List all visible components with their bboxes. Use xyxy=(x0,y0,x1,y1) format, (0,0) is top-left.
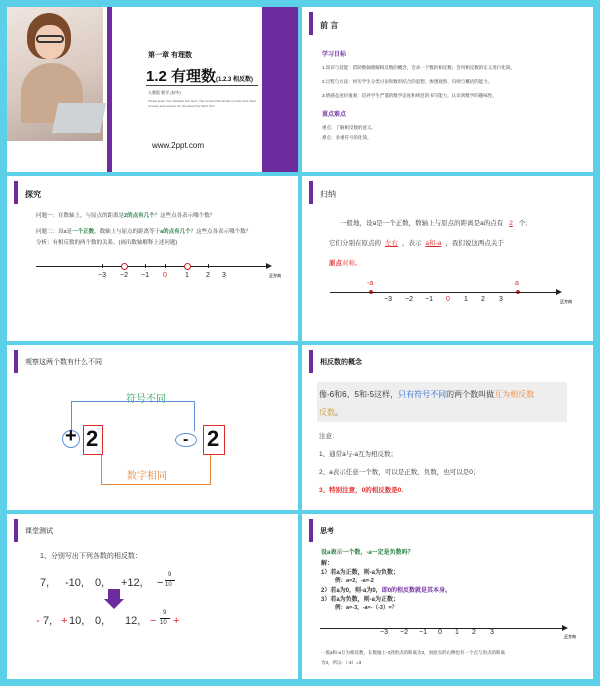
row2-frac-num: 9 xyxy=(163,610,167,616)
title-bar xyxy=(309,350,313,373)
tick-label: 1 xyxy=(185,272,189,279)
row1-frac-num: 9 xyxy=(168,572,172,578)
tick-label: −1 xyxy=(425,296,433,303)
q1-part-c: ？这些点各表示哪个数？ xyxy=(154,213,216,219)
line2-text-a: 它们分别在原点的 xyxy=(329,240,381,247)
footnote-1: 一般a和-a互为相反数，在数轴上-3到原点的距离为3，而原点的右侧也有一个点与原点的距离 xyxy=(321,650,506,655)
slide-preface[interactable] xyxy=(302,7,593,172)
website-label: www.2ppt.com xyxy=(152,141,205,150)
question-2 xyxy=(36,227,251,235)
line2-text-b: ，表示 xyxy=(402,240,422,247)
slide-title: 观察这两个数有什么不同 xyxy=(25,359,102,366)
title-bar xyxy=(309,519,313,542)
tick-label: 0 xyxy=(163,272,167,279)
down-arrow-head-icon xyxy=(104,599,124,609)
direction-label: 正方向 xyxy=(269,273,281,278)
line2-text-c: ，我们说这两点关于 xyxy=(445,240,504,247)
cover-subtitle: (1.2.3 相反数) xyxy=(216,77,254,83)
definition-box xyxy=(317,382,567,422)
tick-label: 2 xyxy=(481,296,485,303)
cover-desc-2: Concise and Concise Do Not Need Too Much Text xyxy=(148,104,215,108)
note-2: 2、a表示任意一个数，可以是正数、负数，也可以是0； xyxy=(319,469,480,476)
tick-mark xyxy=(145,264,146,268)
cover-desc-1: Please Enter Your Detailed Text Here, The Content Should Be Concise And Clear xyxy=(148,99,256,103)
def-d: 互为相反数 xyxy=(494,390,535,399)
goal-3: 3.情感态度价值观：培养学生严谨的数学态度和规范的书写能力，认识到数学的趣味性。 xyxy=(322,93,497,98)
summary-line-3 xyxy=(329,258,362,267)
case-1: 1）若a为正数，则-a为负数； xyxy=(321,570,400,576)
note-1: 1、通常a与-a互为相反数； xyxy=(319,451,398,458)
right-digit: 2 xyxy=(207,426,220,451)
laptop-icon xyxy=(52,103,106,133)
q2-part-b: 一个正数 xyxy=(72,229,95,235)
number-line-arrow-icon xyxy=(556,289,562,295)
line1-end: 个; xyxy=(518,220,528,227)
number-line xyxy=(330,292,558,293)
slide-summary[interactable] xyxy=(302,176,593,341)
goals-heading: 学习目标 xyxy=(322,52,347,58)
title-bar xyxy=(14,350,18,373)
case-1-example: 例：a=2，-a=-2 xyxy=(335,578,374,584)
plus-sign: + xyxy=(65,425,77,447)
think-question: 设a表示一个数，-a一定是负数吗？ xyxy=(321,550,414,556)
row1-item: 7, xyxy=(40,577,50,589)
cover-right-block xyxy=(262,7,298,172)
sign-diff-label: 符号不同 xyxy=(126,394,166,405)
tick-label: −1 xyxy=(419,629,427,636)
definition-line-2: 反数。 xyxy=(319,408,343,417)
slide-title: 前 言 xyxy=(320,21,339,30)
tick-label: 0 xyxy=(446,296,450,303)
title-bar xyxy=(14,519,18,542)
summary-line-2 xyxy=(329,238,504,247)
row1-item: 0, xyxy=(95,577,105,589)
neg-a-label: -a xyxy=(367,280,374,287)
task-line: 1、分别写出下列各数的相反数： xyxy=(40,553,142,560)
case-3: 3）若a为负数，则-a为正数； xyxy=(321,597,400,603)
title-bar xyxy=(309,181,313,204)
cover-underline xyxy=(146,85,258,86)
key-heading: 重点难点 xyxy=(322,112,347,118)
q2-part-d: a的点有几个 xyxy=(160,229,191,235)
tick-label: −2 xyxy=(405,296,413,303)
slide-title: 归纳 xyxy=(320,190,336,199)
cover-title xyxy=(146,65,253,86)
key-point: 重点：了解相反数的意义。 xyxy=(322,125,376,130)
row2-item: 0, xyxy=(95,615,105,627)
minus-sign: - xyxy=(183,431,189,448)
tick-label: 1 xyxy=(455,629,459,636)
tick-label: 3 xyxy=(499,296,503,303)
row2-item: 7, xyxy=(43,615,53,627)
tick-label: 0 xyxy=(438,629,442,636)
goal-2: 2.过程与方法：经历学生分类讨论和数形结合的思想，渗透观察、归纳与概括的能力。 xyxy=(322,79,493,84)
title-bar xyxy=(309,12,313,35)
tick-mark xyxy=(208,264,209,268)
cover-photo xyxy=(7,7,103,141)
slide-observe[interactable] xyxy=(7,345,298,510)
case-2-emphasis: 即0的相反数就是其本身。 xyxy=(381,588,452,594)
tick-label: −3 xyxy=(380,629,388,636)
tick-label: −3 xyxy=(98,272,106,279)
tick-label: 3 xyxy=(490,629,494,636)
row1-frac-bar xyxy=(165,580,175,581)
note-label: 注意： xyxy=(319,433,339,440)
line1-text: 一般地，设a是一个正数，数轴上与原点的距离是a的点有 xyxy=(340,220,504,227)
note-3: 3、特别注意，0的相反数是0. xyxy=(319,487,404,494)
tick-label: −2 xyxy=(120,272,128,279)
left-digit: 2 xyxy=(86,426,99,451)
num-same-label: 数字相同 xyxy=(127,471,167,482)
summary-line-1 xyxy=(340,218,527,227)
cover-side-bar xyxy=(107,7,112,172)
tick-label: 2 xyxy=(206,272,210,279)
row1-item: -10, xyxy=(65,577,84,589)
slide-definition[interactable] xyxy=(302,345,593,510)
chapter-label: 第一章 有理数 xyxy=(148,52,192,59)
goal-1: 1.知识与技能：借助数轴理解相反数的概念，会求一个数的相反数；会用相反数的定义进行化简。 xyxy=(322,65,515,70)
point-pos2-icon xyxy=(184,263,191,270)
q1-part-b: 2的点有几个 xyxy=(124,213,155,219)
definition-line-1 xyxy=(319,389,534,400)
row2-item: 12, xyxy=(125,615,141,627)
cover-title-main: 1.2 有理数 xyxy=(146,68,217,85)
difficult-point: 难点：多重符号的化简。 xyxy=(322,135,372,140)
point-neg2-icon xyxy=(121,263,128,270)
down-arrow-icon xyxy=(108,589,120,599)
slide-title: 课堂测试 xyxy=(25,528,53,535)
edition-label: 人教版 数学 (初中) xyxy=(148,90,181,95)
row1-frac-sign: − xyxy=(157,577,164,589)
line2-fill-2: a和-a xyxy=(425,240,442,247)
row1-item: +12, xyxy=(121,577,143,589)
direction-label: 正方向 xyxy=(564,634,576,639)
row2-frac-bar xyxy=(160,618,170,619)
q2-part-e: ？这些点各表示哪个数？ xyxy=(190,229,252,235)
question-1 xyxy=(36,211,215,219)
analysis-line: 分析：有相反数的两个数的关系。(画出数轴解释上述问题) xyxy=(36,240,178,246)
tick-label: 1 xyxy=(464,296,468,303)
def-a: 像-6和6、5和-5这样， xyxy=(319,390,399,399)
slide-title: 探究 xyxy=(25,190,41,199)
tick-label: −2 xyxy=(400,629,408,636)
number-line xyxy=(36,266,268,267)
slide-title: 相反数的概念 xyxy=(320,359,362,366)
direction-label: 正方向 xyxy=(560,299,572,304)
number-line-arrow-icon xyxy=(562,625,568,631)
line3-bold: 原点 xyxy=(329,260,342,267)
number-line-arrow-icon xyxy=(266,263,272,269)
row2-frac-den: 10 xyxy=(160,620,167,626)
line2-fill-1: 左右 xyxy=(385,240,398,247)
tick-label: −1 xyxy=(141,272,149,279)
q2-part-c: ，数轴上与原点的距离等于 xyxy=(94,229,161,235)
tick-label: −3 xyxy=(384,296,392,303)
slide-test[interactable] xyxy=(7,514,298,679)
row2-frac-plus: + xyxy=(173,615,180,627)
def-c: 的两个数叫做 xyxy=(446,390,495,399)
pos-a-label: a xyxy=(515,280,519,287)
tick-label: 2 xyxy=(472,629,476,636)
tick-mark xyxy=(165,264,166,268)
case-2-text: 2）若a为0，则-a为0， xyxy=(321,588,382,594)
footnote-2: 为3，所以-（-3）=3 xyxy=(321,660,362,665)
glasses-icon xyxy=(36,35,64,43)
slide-explore[interactable] xyxy=(7,176,298,341)
case-2 xyxy=(321,585,451,594)
q1-part-a: 问题一：在数轴上，与原点的距离是 xyxy=(36,213,125,219)
answer-label: 解： xyxy=(321,561,334,567)
def-b: 只有符号不同 xyxy=(398,390,447,399)
row2-frac-sign: − xyxy=(150,615,157,627)
tick-mark xyxy=(102,264,103,268)
row2-sign: - xyxy=(36,615,40,627)
q2-part-a: 问题二：设a是 xyxy=(36,229,73,235)
line1-fill: 2 xyxy=(509,220,513,227)
row2-item: 10, xyxy=(69,615,85,627)
row1-frac-den: 10 xyxy=(165,582,172,588)
row2-sign: + xyxy=(61,615,68,627)
line3-rest: 对称。 xyxy=(342,260,362,267)
case-3-example: 例：a=-3，-a=-（-3）=？ xyxy=(335,605,398,611)
tick-label: 3 xyxy=(222,272,226,279)
title-bar xyxy=(14,181,18,204)
slide-think[interactable] xyxy=(302,514,593,679)
slide-title: 思考 xyxy=(320,528,334,535)
def-e: 。 xyxy=(335,408,343,417)
slide-cover[interactable] xyxy=(7,7,298,172)
